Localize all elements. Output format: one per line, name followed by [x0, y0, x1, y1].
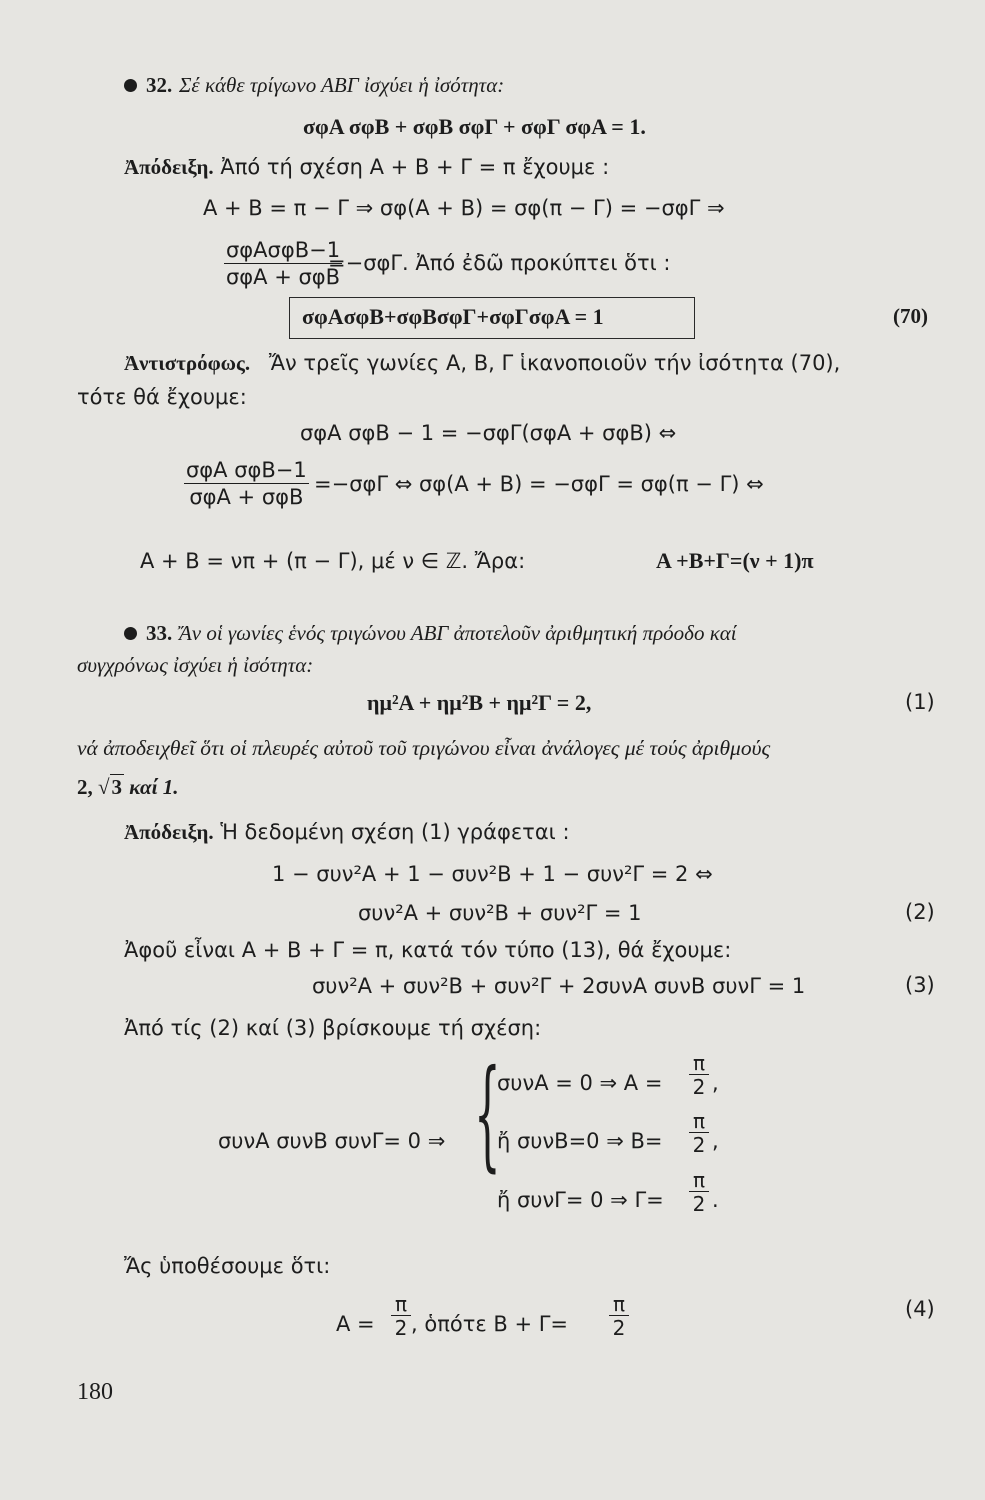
problem-33-identity: ημ²Α + ημ²Β + ημ²Γ = 2, [367, 690, 592, 715]
proof-33-intro-line [124, 819, 570, 845]
cases-lhs: συνΑ συνΒ συνΓ= 0 ⇒ [218, 1129, 446, 1153]
converse-line [124, 350, 840, 376]
case-1-fraction [689, 1052, 709, 1099]
claim-number-2: 2, [77, 775, 93, 799]
case-1-comma: , [712, 1071, 719, 1095]
proof-33-eq-a: 1 − συν²Α + 1 − συν²Β + 1 − συν²Γ = 2 ⇔ [272, 862, 713, 886]
bullet-33 [124, 627, 137, 640]
proof-33-since: Ἀφοῦ εἶναι Α + Β + Γ = π, κατά τόν τύπο (13), θά ἔχουμε: [124, 938, 732, 962]
fraction-numerator: σφΑ σφΒ−1 [186, 458, 307, 482]
proof-32-intro-line [124, 154, 609, 180]
converse-result: Α +Β+Γ=(ν + 1)π [656, 548, 814, 573]
equation-number-3: (3) [905, 973, 935, 997]
boxed-identity: σφΑσφΒ+σφΒσφΓ+σφΓσφΑ = 1 [302, 304, 604, 329]
sqrt-radicand: 3 [111, 775, 123, 799]
problem-32-label: 32. [146, 73, 173, 97]
left-brace: { [474, 1045, 501, 1184]
problem-33-statement-2: συγχρόνως ἰσχύει ἡ ἰσότητα: [77, 653, 314, 677]
pi: π [692, 1051, 706, 1075]
two: 2 [609, 1315, 629, 1340]
proof-32-intro: Ἀπό τή σχέση Α + Β + Γ = π ἔχουμε : [220, 155, 610, 179]
proof-33-assume: Ἄς ὑποθέσουμε ὅτι: [124, 1254, 331, 1278]
two: 2 [689, 1132, 709, 1157]
pi: π [394, 1292, 408, 1316]
converse-text: Ἄν τρεῖς γωνίες Α, Β, Γ ἱκανοποιοῦν τήν ἰσότητα (70), [268, 351, 841, 375]
proof-32-fraction [224, 238, 342, 289]
claim-end: καί 1. [129, 775, 179, 799]
two: 2 [689, 1191, 709, 1216]
case-3-period: . [712, 1188, 719, 1212]
converse-label: Ἀντιστρόφως. [124, 351, 251, 375]
sqrt-sign: √ [98, 775, 110, 799]
pi: π [692, 1109, 706, 1133]
bullet-32 [124, 79, 137, 92]
problem-32-heading [146, 72, 504, 98]
pi: π [612, 1292, 626, 1316]
equation-number-70: (70) [893, 304, 928, 328]
case-2-fraction [689, 1110, 709, 1157]
problem-32-statement: Σέ κάθε τρίγωνο ΑΒΓ ἰσχύει ἡ ἰσότητα: [178, 73, 505, 97]
converse-eq2-rest: =−σφΓ ⇔ σφ(Α + Β) = −σφΓ = σφ(π − Γ) ⇔ [314, 472, 764, 496]
two: 2 [391, 1315, 411, 1340]
proof-33-eq-b: συν²Α + συν²Β + συν²Γ = 1 [358, 901, 642, 925]
proof-33-intro: Ἡ δεδομένη σχέση (1) γράφεται : [220, 820, 570, 844]
fraction-denominator: σφΑ + σφΒ [184, 483, 309, 509]
problem-33-heading [146, 620, 737, 646]
proof-33-label: Ἀπόδειξη. [124, 820, 214, 844]
proof-32-step1: Α + Β = π − Γ ⇒ σφ(Α + Β) = σφ(π − Γ) = −σφΓ ⇒ [203, 196, 725, 220]
proof-32-step2-rest: =−σφΓ. Ἀπό ἐδῶ προκύπτει ὅτι : [328, 251, 671, 275]
eq4-part-a: Α = [336, 1312, 375, 1336]
equation-number-1: (1) [905, 690, 935, 714]
case-3: ἤ συνΓ= 0 ⇒ Γ= [497, 1188, 664, 1212]
fraction-denominator: σφΑ + σφΒ [224, 263, 342, 289]
problem-33-label: 33. [146, 621, 173, 645]
page-number: 180 [77, 1379, 113, 1405]
converse-eq3: Α + Β = νπ + (π − Γ), μέ ν ∈ ℤ. Ἄρα: [140, 549, 526, 573]
proof-33-eq-c: συν²Α + συν²Β + συν²Γ + 2συνΑ συνΒ συνΓ = 1 [312, 974, 806, 998]
problem-32-identity: σφΑ σφΒ + σφΒ σφΓ + σφΓ σφΑ = 1. [303, 114, 646, 139]
case-3-fraction [689, 1169, 709, 1216]
case-2-comma: , [712, 1129, 719, 1153]
eq4-fraction-a [391, 1293, 411, 1340]
equation-number-2: (2) [905, 900, 935, 924]
eq4-part-b: , ὁπότε Β + Γ= [411, 1312, 569, 1336]
pi: π [692, 1168, 706, 1192]
converse-eq1: σφΑ σφΒ − 1 = −σφΓ(σφΑ + σφΒ) ⇔ [300, 421, 677, 445]
case-2: ἤ συνΒ=0 ⇒ Β= [497, 1129, 663, 1153]
problem-33-statement: Ἄν οἱ γωνίες ἑνός τριγώνου ΑΒΓ ἀποτελοῦν ἀριθμητική πρόοδο καί [178, 621, 737, 645]
problem-33-claim: νά ἀποδειχθεῖ ὅτι οἱ πλευρές αὐτοῦ τοῦ τριγώνου εἶναι ἀνάλογες μέ τούς ἀριθμούς [77, 736, 771, 760]
proof-32-label: Ἀπόδειξη. [124, 155, 214, 179]
proof-33-from: Ἀπό τίς (2) καί (3) βρίσκουμε τή σχέση: [124, 1016, 542, 1040]
fraction-numerator: σφΑσφΒ−1 [226, 238, 341, 262]
case-1: συνΑ = 0 ⇒ Α = [497, 1071, 663, 1095]
converse-text-2: τότε θά ἔχουμε: [77, 385, 247, 409]
converse-fraction [184, 458, 309, 509]
problem-33-claim-2 [77, 774, 178, 800]
equation-number-4: (4) [905, 1297, 935, 1321]
eq4-fraction-b [609, 1293, 629, 1340]
two: 2 [689, 1074, 709, 1099]
